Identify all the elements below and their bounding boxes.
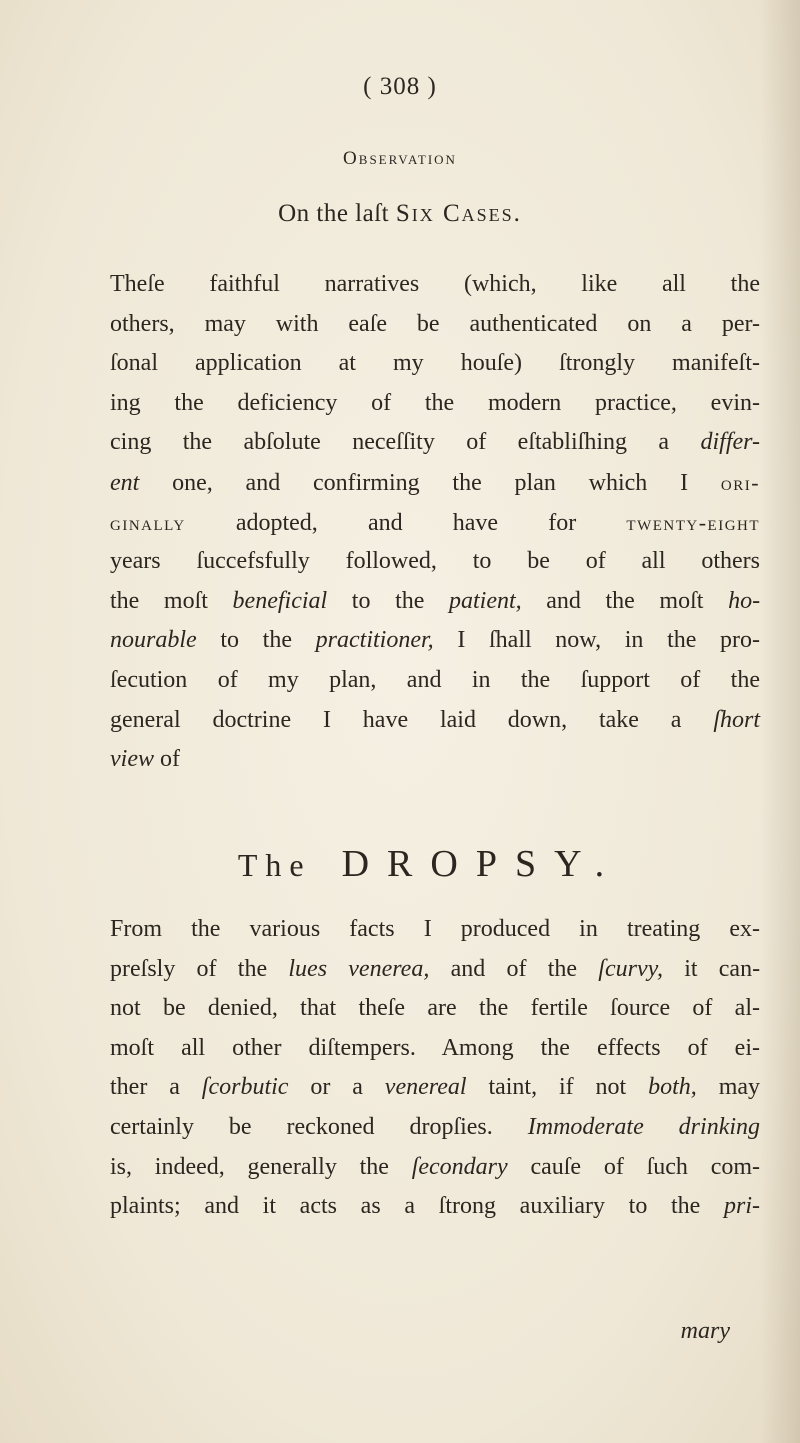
small-caps-word: twenty-eight — [626, 509, 761, 535]
text-line: ent one, and confirming the plan which I ori- — [110, 469, 761, 496]
text-line: nourable to the practitioner, I ſhall now, in the pro- — [110, 627, 761, 654]
italic-word: ent — [110, 469, 140, 496]
text-line: is, indeed, generally the ſecondary cauſe of ſuch com- — [110, 1153, 761, 1180]
italic-word: differ- — [700, 429, 760, 456]
section-subheading — [0, 200, 800, 228]
text-line: ther a ſcorbutic or a venereal taint, if not both, may — [110, 1074, 761, 1101]
text-line: general doctrine I have laid down, take a ſhort — [110, 706, 760, 733]
text-line: others, may with eaſe be authenticated on a per- — [110, 310, 760, 337]
text-line: certainly be reckoned dropſies. Immoderate drinking — [110, 1113, 761, 1140]
text-line: ſecution of my plan, and in the ſupport of the — [110, 666, 760, 693]
text-line: preſsly of the lues venerea, and of the ſcurvy, it can- — [110, 955, 761, 982]
text-line: the moſt beneficial to the patient, and the moſt ho- — [110, 587, 761, 614]
catchword: mary — [680, 1318, 730, 1344]
paragraph-dropsy — [110, 910, 760, 1227]
text-line: view of — [110, 746, 180, 773]
text-line: ſonal application at my houſe) ſtrongly manifeſt- — [110, 350, 760, 377]
text-line: ing the deficiency of the modern practice, evin- — [110, 389, 760, 416]
paragraph-observation — [110, 265, 760, 780]
page-number: ( 308 ) — [363, 73, 437, 100]
subheading-caps: Six Cases. — [395, 200, 522, 227]
text-line: ginally adopted, and have for twenty-eight — [110, 509, 761, 536]
small-caps-word: ginally — [110, 509, 186, 535]
text-line: moſt all other diſtempers. Among the effects of ei- — [110, 1034, 760, 1061]
section-heading: Observation — [343, 148, 457, 169]
dropsy-title — [120, 842, 740, 886]
dropsy-title-word: DROPSY. — [341, 843, 623, 885]
small-caps-word: ori- — [720, 469, 761, 495]
text-line: plaints; and it acts as a ſtrong auxiliary to the pri- — [110, 1193, 761, 1220]
text-line: cing the abſolute neceſſity of eſtabliſhing a differ- — [110, 429, 760, 456]
text-line: not be denied, that theſe are the fertile ſource of al- — [110, 995, 760, 1022]
dropsy-title-the: The — [237, 847, 312, 883]
subheading-prefix: On the laſt — [278, 200, 390, 227]
text-line: Theſe faithful narratives (which, like all the — [110, 271, 760, 297]
text-line: years ſuccefsfully followed, to be of all others — [110, 548, 760, 575]
text-line: From the various facts I produced in treating ex- — [110, 916, 760, 942]
